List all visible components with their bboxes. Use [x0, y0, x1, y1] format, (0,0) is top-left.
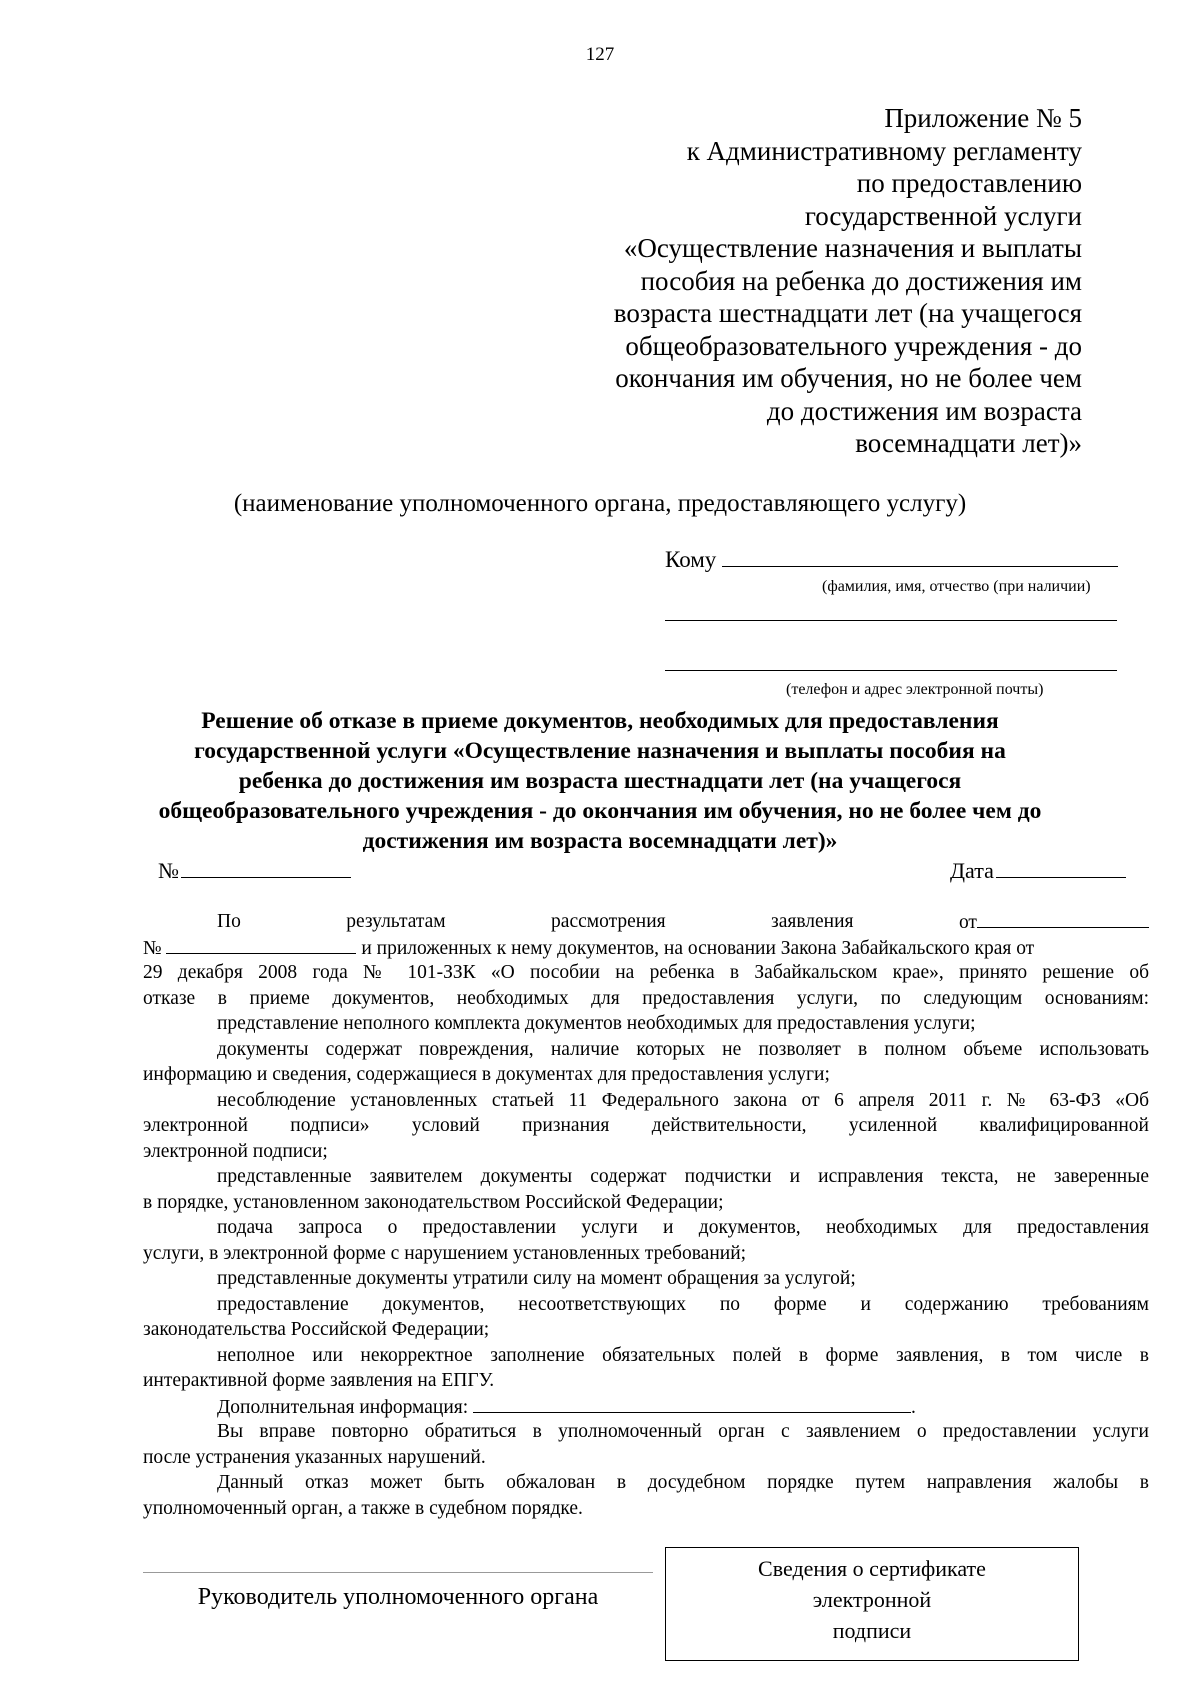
intro-line: отказе в приеме документов, необходимых для предоставления услуги, по следующим основаниям: — [143, 987, 1149, 1009]
decision-number-field[interactable] — [181, 857, 351, 878]
recipient-line — [665, 546, 1118, 573]
appendix-line: общеобразовательного учреждения - до — [625, 330, 1082, 361]
appendix-line: государственной услуги — [804, 200, 1082, 231]
appendix-line: к Административному регламенту — [686, 135, 1082, 166]
ground-item: подача запроса о предоставлении услуги и документов, необходимых для предоставления — [217, 1217, 1149, 1238]
number-label: № — [158, 858, 179, 883]
intro-word: от — [959, 909, 1149, 935]
ground-item-cont: электронной подписи; — [143, 1140, 328, 1162]
additional-info-field[interactable] — [473, 1394, 911, 1413]
ground-item: представленные документы утратили силу на момент обращения за услугой; — [217, 1268, 856, 1289]
recipient-contact-field[interactable] — [665, 670, 1117, 671]
decision-body — [143, 909, 1149, 1521]
appendix-header — [614, 102, 1082, 460]
application-date-field[interactable] — [977, 909, 1149, 928]
certificate-line: электронной — [812, 1587, 932, 1612]
ground-item-cont: электронной подписи» условий признания действительности, усиленной квалифицированной — [143, 1115, 1149, 1136]
intro-word: результатам — [346, 911, 446, 932]
appendix-line: по предоставлению — [856, 168, 1082, 198]
ground-item: несоблюдение установленных статьей 11 Федерального закона от 6 апреля 2011 г. № 63-ФЗ «Об — [217, 1089, 1149, 1111]
appendix-line: «Осуществление назначения и выплаты — [623, 233, 1082, 263]
appeal-paragraph: Данный отказ может быть обжалован в досудебном порядке путем направления жалобы в — [217, 1472, 1149, 1493]
additional-info-label: Дополнительная информация: — [217, 1396, 469, 1418]
retry-paragraph: Вы вправе повторно обратиться в уполномоченный орган с заявлением о предоставлении услуги — [217, 1421, 1149, 1442]
title-line: ребенка до достижения им возраста шестнадцати лет (на учащегося — [238, 768, 962, 794]
number-sign: № — [143, 937, 162, 959]
ground-item-cont: информацию и сведения, содержащиеся в документах для предоставления услуги; — [143, 1064, 830, 1085]
ground-item-cont: в порядке, установленном законодательством Российской Федерации; — [143, 1191, 724, 1213]
recipient-label: Кому — [665, 547, 717, 572]
ground-item-cont: услуги, в электронной форме с нарушением установленных требований; — [143, 1242, 747, 1264]
recipient-name-caption: (фамилия, имя, отчество (при наличии) — [822, 578, 1091, 595]
appeal-paragraph-cont: уполномоченный орган, а также в судебном порядке. — [143, 1497, 583, 1519]
appendix-line: восемнадцати лет)» — [855, 428, 1082, 458]
ground-item: предоставление документов, несоответствующих по форме и содержанию требованиям — [217, 1293, 1149, 1315]
appendix-line: возраста шестнадцати лет (на учащегося — [613, 298, 1082, 328]
title-line: Решение об отказе в приеме документов, необходимых для предоставления — [201, 708, 999, 734]
signature-divider — [143, 1572, 653, 1573]
ground-item: неполное или некорректное заполнение обязательных полей в форме заявления, в том числе в — [217, 1344, 1149, 1366]
intro-word: заявления — [771, 911, 854, 932]
certificate-info-box — [665, 1547, 1079, 1661]
ground-item: представление неполного комплекта документов необходимых для предоставления услуги; — [217, 1013, 976, 1034]
intro-line — [143, 909, 1149, 935]
application-number-field[interactable] — [166, 935, 356, 954]
ground-item: представленные заявителем документы содержат подчистки и исправления текста, не заверенные — [217, 1166, 1149, 1187]
recipient-address-field[interactable] — [665, 620, 1117, 621]
intro-word: рассмотрения — [551, 911, 666, 932]
recipient-name-field[interactable] — [722, 546, 1118, 567]
decision-date-field[interactable] — [996, 857, 1126, 878]
decision-number-line — [158, 857, 351, 884]
ground-item-cont: законодательства Российской Федерации; — [143, 1319, 490, 1340]
ground-item-cont: интерактивной форме заявления на ЕПГУ. — [143, 1370, 495, 1391]
certificate-line: подписи — [832, 1618, 912, 1643]
intro-line: 29 декабря 2008 года № 101-ЗЗК «О пособии на ребенка в Забайкальском крае», принято решение об — [143, 962, 1149, 983]
intro-word: По — [217, 911, 241, 932]
appendix-line: до достижения им возраста — [766, 395, 1082, 426]
retry-paragraph-cont: после устранения указанных нарушений. — [143, 1446, 486, 1468]
additional-info-line — [143, 1394, 1149, 1420]
intro-text: и приложенных к нему документов, на основании Закона Забайкальского края от — [361, 937, 1035, 959]
additional-info-period: . — [911, 1396, 916, 1418]
ground-item: документы содержат повреждения, наличие которых не позволяет в полном объеме использовать — [217, 1038, 1149, 1060]
date-label: Дата — [950, 858, 994, 883]
certificate-line: Сведения о сертификате — [758, 1556, 986, 1581]
appendix-line: Приложение № 5 — [884, 103, 1082, 133]
authority-name-caption: (наименование уполномоченного органа, предоставляющего услугу) — [233, 490, 967, 517]
appendix-line: окончания им обучения, но не более чем — [615, 363, 1082, 393]
appendix-line: пособия на ребенка до достижения им — [640, 265, 1082, 296]
recipient-contact-caption: (телефон и адрес электронной почты) — [786, 681, 1044, 698]
title-line: достижения им возраста восемнадцати лет)» — [362, 828, 838, 854]
intro-line — [143, 935, 1149, 961]
page-number: 127 — [585, 44, 615, 65]
signatory-title: Руководитель уполномоченного органа — [197, 1584, 599, 1610]
title-line: общеобразовательного учреждения - до окончания им обучения, но не более чем до — [158, 798, 1042, 824]
decision-date-line — [950, 857, 1126, 884]
title-line: государственной услуги «Осуществление назначения и выплаты пособия на — [194, 738, 1006, 764]
decision-title — [0, 706, 1200, 856]
